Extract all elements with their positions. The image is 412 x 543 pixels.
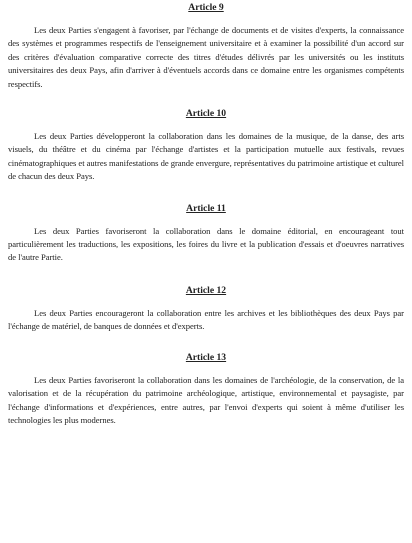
article-12-text: Les deux Parties encourageront la collaboration entre les archives et les bibliothèques des deux Pays par l'échange de matériel, de banques de données et d'experts. [8, 307, 404, 332]
article-11-heading: Article 11 [186, 202, 226, 214]
article-9-text: Les deux Parties s'engagent à favoriser, par l'échange de documents et de visites d'experts, la connaissance des systèmes et programmes respectifs de l'enseignement universitaire et à examiner la possibilité d'un accord sur des critères d'évaluation comparative correcte des titres d'études délivrés par les universités ou les instituts universitaires des deux Pays, afin d'arriver à d'éventuels accords dans ce domaine entre les organismes compétents respectifs. [8, 25, 404, 89]
article-12 [8, 285, 404, 334]
article-13-text: Les deux Parties favoriseront la collaboration dans les domaines de l'archéologie, de la conservation, de la valorisation et de la récupération du patrimoine archéologique, artistique, environnemental et paysagiste, par l'échange d'informations et d'expériences, entre autres, par l'envoi d'experts qui soient à même d'utiliser les technologies les plus modernes. [8, 374, 404, 425]
article-11-text: Les deux Parties favoriseront la collaboration dans le domaine éditorial, en encourageant tout particulièrement les traductions, les expositions, les foires du livre et la publication d'essais et d'oeuvres narratives de l'autre Partie. [8, 225, 404, 263]
article-13 [8, 352, 404, 428]
article-10-heading: Article 10 [185, 108, 227, 120]
article-9-heading: Article 9 [188, 2, 224, 13]
article-10-text: Les deux Parties développeront la collaboration dans les domaines de la musique, de la danse, des arts visuels, du théâtre et du cinéma par l'échange d'artistes et la participation mutuelle aux festivals, revues cinématographiques et autres manifestations de grande envergure, représentatives du patrimoine artistique et culturel de chacun des deux Pays. [8, 131, 404, 182]
article-13-heading: Article 13 [185, 351, 227, 363]
article-9 [8, 2, 404, 91]
article-10 [8, 108, 404, 184]
article-11 [8, 203, 404, 265]
article-12-heading: Article 12 [185, 284, 227, 296]
